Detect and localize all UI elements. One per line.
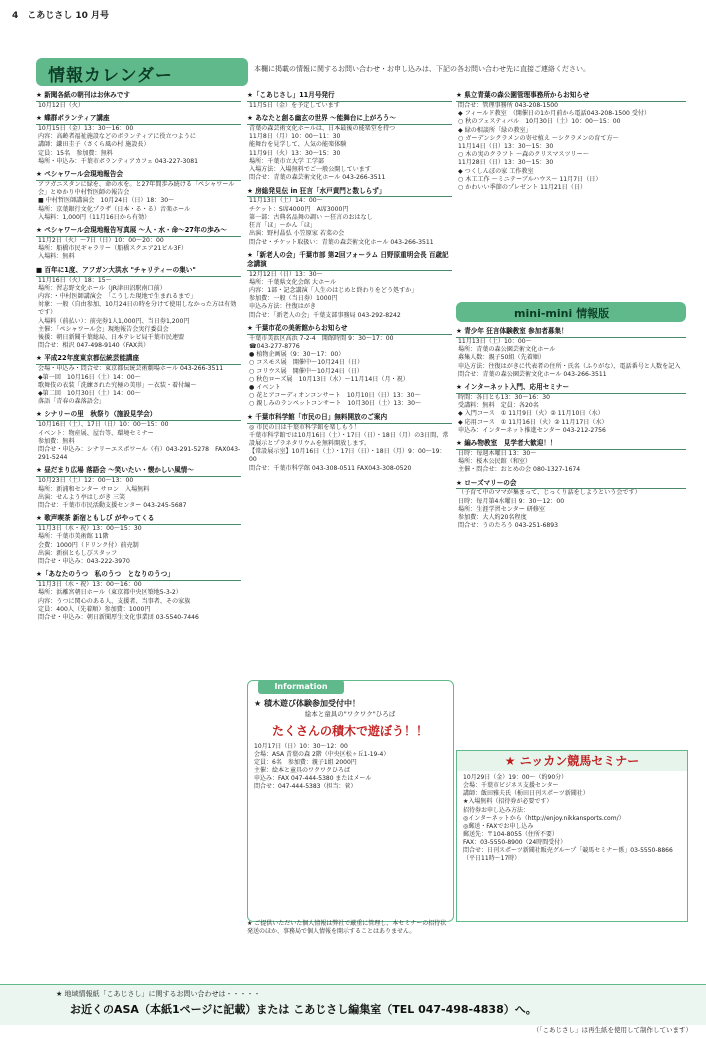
event-line: 問合せ：千葉市市民活動支援センター 043-245-5687 [38,502,187,509]
event-block [456,382,686,435]
event-line: 場所：千葉市立大学 工学部 [249,157,325,165]
page-header: 4 こあじさし 10 月号 [12,11,110,21]
event-block [36,113,241,166]
event-line: 場所：千葉市美術館 11階 [38,533,109,541]
text-line: ★ ご提供いただいた個人情報は弊社で厳重に管理し、本セミナーの招待状発送のほか、事務局で個人情報を開示することはありません。 [247,920,447,936]
event-line: 11月8日（月）10：00～11：30 [249,133,341,141]
event-line: イベント：物産展、屋台等、環境セミナー [38,429,154,437]
event-line: ◆ 入門コース ① 11月9日（火）② 11月10日（水） [458,410,604,418]
event-line: 場所：浜離宮朝日ホール（東京都中央区築地5-3-2） [38,589,182,597]
calendar-title-bar [36,58,248,86]
text-line: 主催：絵本と童具のワクワクひろば [254,767,351,775]
event-line: 講師：鎌田圭子（さくら風の村 施設長） [38,141,150,149]
text-line: 問合せ：日刊スポーツ新聞社販売グループ「競馬セミナー係」03-5550-8866（平日11時～17時） [463,847,673,863]
event-line: 内容：1部・記念講演「人生のはじめと終わりをどう処すか」 [249,286,418,294]
event-line: 問合せ・申込み：043-222-3970 [38,557,130,565]
event-title: ★ 蝶群ボランティア講座 [36,113,241,125]
event-line: 出演：せんよう亭はしがき 三笑 [38,493,126,501]
event-line: 問合せ：管理事務所 043-208-1500 [458,101,558,109]
event-block [247,250,452,320]
column-2 [247,90,452,670]
notice-line: 本欄に掲載の情報に関するお問い合わせ・お申し込みは、下記の各お問い合わせ先に直接ご連絡ください。 [254,65,590,73]
event-title: ■ 百年に1度、アフガン大洪水 "チャリティーの集い" [36,265,241,277]
event-block [247,90,452,110]
event-line: 問合せ：青葉の森公園芸術文化ホール 043-266-3511 [458,370,607,378]
event-line: 場所：青葉の森公園芸術文化ホール [458,346,556,354]
event-line: 会費：1000円（ドリンク付）前売制 [38,541,139,549]
event-title: ★ ペシャワール会現地報告会 [36,169,241,181]
event-line: 定員：15名 参加費：無料 [38,149,113,157]
event-line: 千葉市科学館では10月16日（土）・17日（日）・18日（月）の3日間、常設展示とプラネタリウムを無料開放します。 [249,431,449,448]
event-line: ◆ 応用コース ① 11月16日（火）② 11月17日（水） [458,418,608,426]
event-title: ★ 千葉市花の美術館からお知らせ [247,323,452,335]
event-line: 第一部：古典名品舞の調い ～狂言のおはなし [249,213,373,221]
event-line: 定員：400人（先着順）参加費：1000円 [38,605,151,613]
event-line: ◆第一回 10月16日（土）14：00～ [38,373,141,381]
event-line: ○ コリウス展 開催中～10月24日（日） [249,367,363,375]
nikkan-box [456,750,688,922]
event-line: 11月3日（水・祝）13：00～15：30 [38,525,142,533]
event-line: 11月16日（火）18：15～ [38,276,112,284]
event-line: 11月9日（火）13：30～15：30 [249,149,341,157]
event-line: ○ かわいい季節のプレゼント 11月21日（日） [458,184,587,192]
text-line: ◎インターネットから（http://enjoy.nikkansports.com/） [463,814,625,822]
event-line: ◆ つくしんぼの家 工作教室 [458,167,534,175]
text-line: 会場：ASA 青葉の森 2階（中央区松ヶ丘1-19-4） [254,750,390,758]
column-3 [456,90,686,298]
event-block [36,353,241,406]
event-title: ★「こあじさし」11月号発行 [247,90,452,102]
event-line: 申込み：インターネット推進センター 043-212-2756 [458,426,606,434]
event-line: 参加費：大人約20名程度 [458,514,527,522]
column-3b [456,326,686,748]
event-line: 11月5日（金）を予定しています [249,101,340,109]
event-block [36,569,241,622]
information-headline: たくさんの積木で遊ぼう！！ [271,723,428,738]
footer-line2: お近くのASA（本紙1ページに記載）または こあじさし編集室（TEL 047-498-4838）へ。 [70,1003,537,1016]
nikkan-title: ★ ニッカン競馬セミナー [457,751,687,771]
event-line: 青葉の森芸術文化ホールは、日本最後の能楽堂を持つ [249,125,396,132]
event-line: 出演：野村晶弘 小笠原家 若菜の会 [249,230,345,238]
column-1 [36,90,241,780]
footer-line3: （「こあじさし」は再生紙を使用して制作しています） [532,1026,692,1034]
event-line: 10月16日（土）、17日（日）10：00～15：00 [38,421,169,429]
event-line: 申込方法：往復はがきに代表者の住所・氏名（ふりがな）、電話番号と人数を記入 [458,362,681,370]
event-line: ○ 秋色ローズ展 10月13日（水）～11月14日（月・祝） [249,375,409,383]
event-block [36,90,241,110]
information-title: ★ 積木遊び体験参加受付中！ [254,699,360,708]
event-line: 参加費：一般（当日券）1000円 [249,295,338,303]
event-line: ○ コスモス展 開催中～10月24日（日） [249,359,364,367]
nikkan-lines [457,771,687,866]
event-block [36,225,241,262]
event-line: 問合せ：千葉市科学館 043-308-0511 FAX043-308-0520 [249,464,412,472]
event-line: 問合せ：「新老人の会」千葉支部事務局 043-292-8242 [249,311,401,319]
event-block [247,412,452,473]
event-block [247,113,452,182]
event-line: 入場方法：入場無料でご一般公開しています [249,166,371,174]
event-line: 問合せ：うのたろう 043-251-6893 [458,522,558,530]
event-line: 能舞台を見学して、人気の能楽体験 [249,141,347,149]
event-line: ■ 中村哲医師講演会 10月24日（日）18：30～ [38,197,175,205]
event-block [247,186,452,247]
text-line: 問合せ：047-444-5383（担当：菅） [254,783,357,791]
event-line: 千葉市美浜区高浜 7-2-4 開館時間 9：30～17：00 [249,334,394,342]
event-line: 11月14日（日）13：30～15：30 [458,142,554,150]
event-block [36,465,241,510]
event-line: 入場料：1,000円（11月16日から有効） [38,213,151,221]
event-line: アフガニスタンに緑を、命の水を。と27年間歩み続ける「ペシャワール会」とゆかり中村哲医師の報告会 [38,180,235,197]
event-block [247,323,452,409]
event-line: チケット：S席4000円 A席3000円 [249,205,349,213]
information-tag: Information [258,680,344,694]
event-line: ○ ガーデンシクラメンの寄せ植え ～シクラメンの育て方～ [458,134,619,142]
footer [0,984,706,1025]
footer-line1: ★ 地域情報紙「こあじさし」に関するお問い合わせは・・・・・ [56,990,261,998]
event-block [456,326,686,379]
event-line: 場所・申込み：千葉市ボランティアカフェ 043-227-3081 [38,157,199,165]
event-line: 募集人数：親子50組（先着順） [458,354,545,362]
event-title: ★ あなたと創る幽玄の世界 ～能舞台に上がろう～ [247,113,452,125]
event-line: 場所：千葉県文化会館 大ホール [249,278,337,286]
event-line: 内容：高齢者福祉施設などのボランティアに役立つように [38,133,196,141]
event-line: ○ 木工工作 ～ミニテーブルハウス～ 11月7日（日） [458,175,602,183]
event-line: 申込み方法：往復はがき [249,303,317,311]
event-line: 12月12日（日）13：30～ [249,270,323,278]
event-line: ◎ 市民の日は千葉市科学館を楽しもう！ [249,423,360,431]
text-line: 講師：飯田雅夫氏（栃田日刊スポーツ新聞社） [463,790,589,798]
event-line: 狂言「ほ」～かん「ほ」 [249,222,317,230]
minimini-title-bar [456,302,686,322]
privacy-notice [247,920,452,980]
event-title: ★ 昼だまり広場 落語会 ～笑いたい・懐かしい風情～ [36,465,241,477]
event-line: ◆ 緑の相談所「緑の教室」 [458,126,532,134]
event-title: ★ 房総発見伝 in 狂言「水戸黄門と数しらず」 [247,186,452,198]
event-line: 入場料（前払い）：前売券1人1,000円、当日券1,200円 [38,317,190,325]
event-line: 参加費：無料 [38,437,75,445]
event-line: 場所：新浦和センター サロン 入場無料 [38,485,150,493]
event-line: 11月28日（日）13：30～15：30 [458,159,554,167]
event-line: 対象：一般（自由参加、10月24日の時を分けて使用しなかった方は有効です） [38,301,237,317]
event-block [456,478,686,531]
event-line: 11月13日（土）14：00～ [249,197,323,205]
text-line: 10月29日（金）19：00～（約90分） [463,774,568,782]
event-line: ☎043-277-8776 [249,342,300,350]
event-line: 【常設展示室】10月16日（土）・17日（日）・18日（月）9：00～19：00 [249,448,446,464]
event-title: ★ インターネット入門、応用セミナー [456,382,686,394]
event-line: 出演：新宿ともしびスタッフ [38,549,118,557]
event-line: 問合せ：相沢 047-498-9140（FAX共） [38,342,150,350]
text-line: 申込み：FAX 047-444-5380 またはメール [254,775,372,783]
information-subtitle: 絵本と童具の"ワクワク"ひろば [304,709,396,718]
event-line: 後援：朝日新聞千葉総局、日本テレビ局千葉市民連盟 [38,334,185,342]
event-line: ○ 親しみのランペットコンサート 10月30日（土）13：30～ [249,400,422,408]
event-line: 歌舞伎の衣装「洗練された究極の美形」～衣装・着付編～ [38,381,197,389]
information-content [254,699,446,791]
event-line: 問合せ：青葉の森芸術文化ホール 043-266-3511 [249,174,386,182]
minimini-title: mini-mini 情報版 [514,307,610,320]
event-line: （子育て中のママが集まって、じっくり話をしようという会です） [458,489,641,497]
event-line: 場所：生涯学習センター 研修室 [458,505,546,513]
event-line: 場所：京葉銀行文化プラザ（日本・る・る）音楽ホール [38,205,191,213]
event-block [36,409,241,462]
event-line: 主催・問合せ：おとめの会 080-1327-1674 [458,466,581,474]
event-line: 日時：毎週木曜日 13：30～ [458,449,537,457]
event-title: ★ ローズマリーの会 [456,478,686,490]
text-line: ◎郵送・FAXでお申し込み [463,822,534,830]
event-line: 主催：「ペシャワール会」現地報告会実行委員会 [38,325,169,333]
event-line: 10月12日（火） [38,101,84,109]
event-line: 場所：習志野文化ホール（JR津田沼駅南口前） [38,284,166,292]
event-title: ★ 編み物教室 見学者大歓迎！！ [456,438,686,450]
event-line: 11月2日（火）～7日（日）10：00～20：00 [38,236,164,244]
event-block [36,513,241,566]
event-block [36,265,241,351]
information-lines [254,743,446,792]
text-line: FAX：03-5550-8900（24時間受付） [463,838,567,846]
text-line: 招待券お申し込み方法： [463,806,530,814]
event-line: ○ 木の実のクラフト ～森のクリスマスツリー～ [458,151,589,159]
event-title: ★ ペシャワール会現地報告写真展 ～人・水・命～27年の歩み～ [36,225,241,237]
event-line: 会場・申込み・問合せ：東京都伝統芸術劇場ホール 043-266-3511 [38,365,224,373]
event-line: 10月23日（土）12：00～13：00 [38,477,134,485]
event-block [36,169,241,222]
event-line: 時間：各日とも13：30～16：30 [458,393,550,401]
event-line: 10月15日（金）13：30～16：00 [38,125,134,132]
event-block [456,438,686,475]
event-line: 落語「青春の森落語会」 [38,398,106,406]
event-line: 場所：桜木公民館（和室） [458,458,532,466]
event-title: ★ 新聞各紙の朝刊はお休みです [36,90,241,102]
event-title: ★ シナリーの里 秋祭り（施設見学会） [36,409,241,421]
event-title: ★「あなたのうつ 私のうつ となりのうつ」 [36,569,241,581]
event-title: ★ 歌声喫茶 新宿ともしび がやってくる [36,513,241,525]
event-line: 受講料：無料 定員：各20名 [458,402,539,410]
text-line: 会場：千葉市ビジネス支援センター [463,782,559,790]
text-line: ★入場無料（招待券が必要です） [463,798,553,806]
event-title: ★「新老人の会」千葉市部 第2回フォーラム 日野原重明会長 百歳記念講演 [247,250,452,271]
event-line: ◆第二回 10月30日（土）14：00～ [38,390,141,398]
text-line: 10月17日（日）10：30～12：00 [254,742,348,750]
event-block [456,90,686,192]
event-line: 問合せ・チケット取扱い：青葉の森芸術文化ホール 043-266-3511 [249,238,434,246]
event-line: 問合せ・申込み：シナリーエスポワール（有）043-291-5278 FAX043-291-5244 [38,446,241,462]
event-line: 問合せ・申込み：朝日新聞厚生文化事業団 03-5540-7446 [38,613,199,621]
event-title: ★ 平成22年度東京都伝統芸能講座 [36,353,241,365]
event-title: ★ 県立青葉の森公園管理事務所からお知らせ [456,90,686,102]
event-line: 11月3日（水・祝）13：00～16：00 [38,581,142,589]
event-line: ○ 秋のフェスティバル 10月30日（土）10：00～15：00 [458,118,621,126]
event-line: ● 植物企画展（9：30～17：00） [249,351,345,359]
event-title: ★ 青少年 狂言体験教室 参加者募集！ [456,326,686,338]
calendar-title: 情報カレンダー [48,66,173,86]
event-line: 内容：うつに関心のある人、支援者、当事者、その家族 [38,597,191,605]
information-box [247,680,454,922]
event-line: 内容：・中村医師講演会 「こうした現地で生まれるまで」 [38,292,197,300]
event-line: ◆ フィールド教室 （開催日の1か月前から電話043-208-1500 受付） [458,110,651,118]
event-line: 11月13日（土）10：00～ [458,337,532,345]
text-line: 定員：6名 参加費：親子1組 2000円 [254,758,357,766]
event-title: ★ 千葉市科学館「市民の日」無料開放のご案内 [247,412,452,424]
text-line: 郵送先：〒104-8055（住所不要） [463,830,558,838]
event-line: ○ 花とアコーディオンコンサート 10月10日（日）13：30～ [249,392,421,400]
event-line: 入場料：無料 [38,253,75,261]
event-line: ● イベント [249,384,281,392]
event-line: 日時：毎月第4水曜日 9：30～12：00 [458,497,565,505]
event-line: 場所：船橋市民ギャラリー（船橋スクエア21ビル3F） [38,245,188,253]
